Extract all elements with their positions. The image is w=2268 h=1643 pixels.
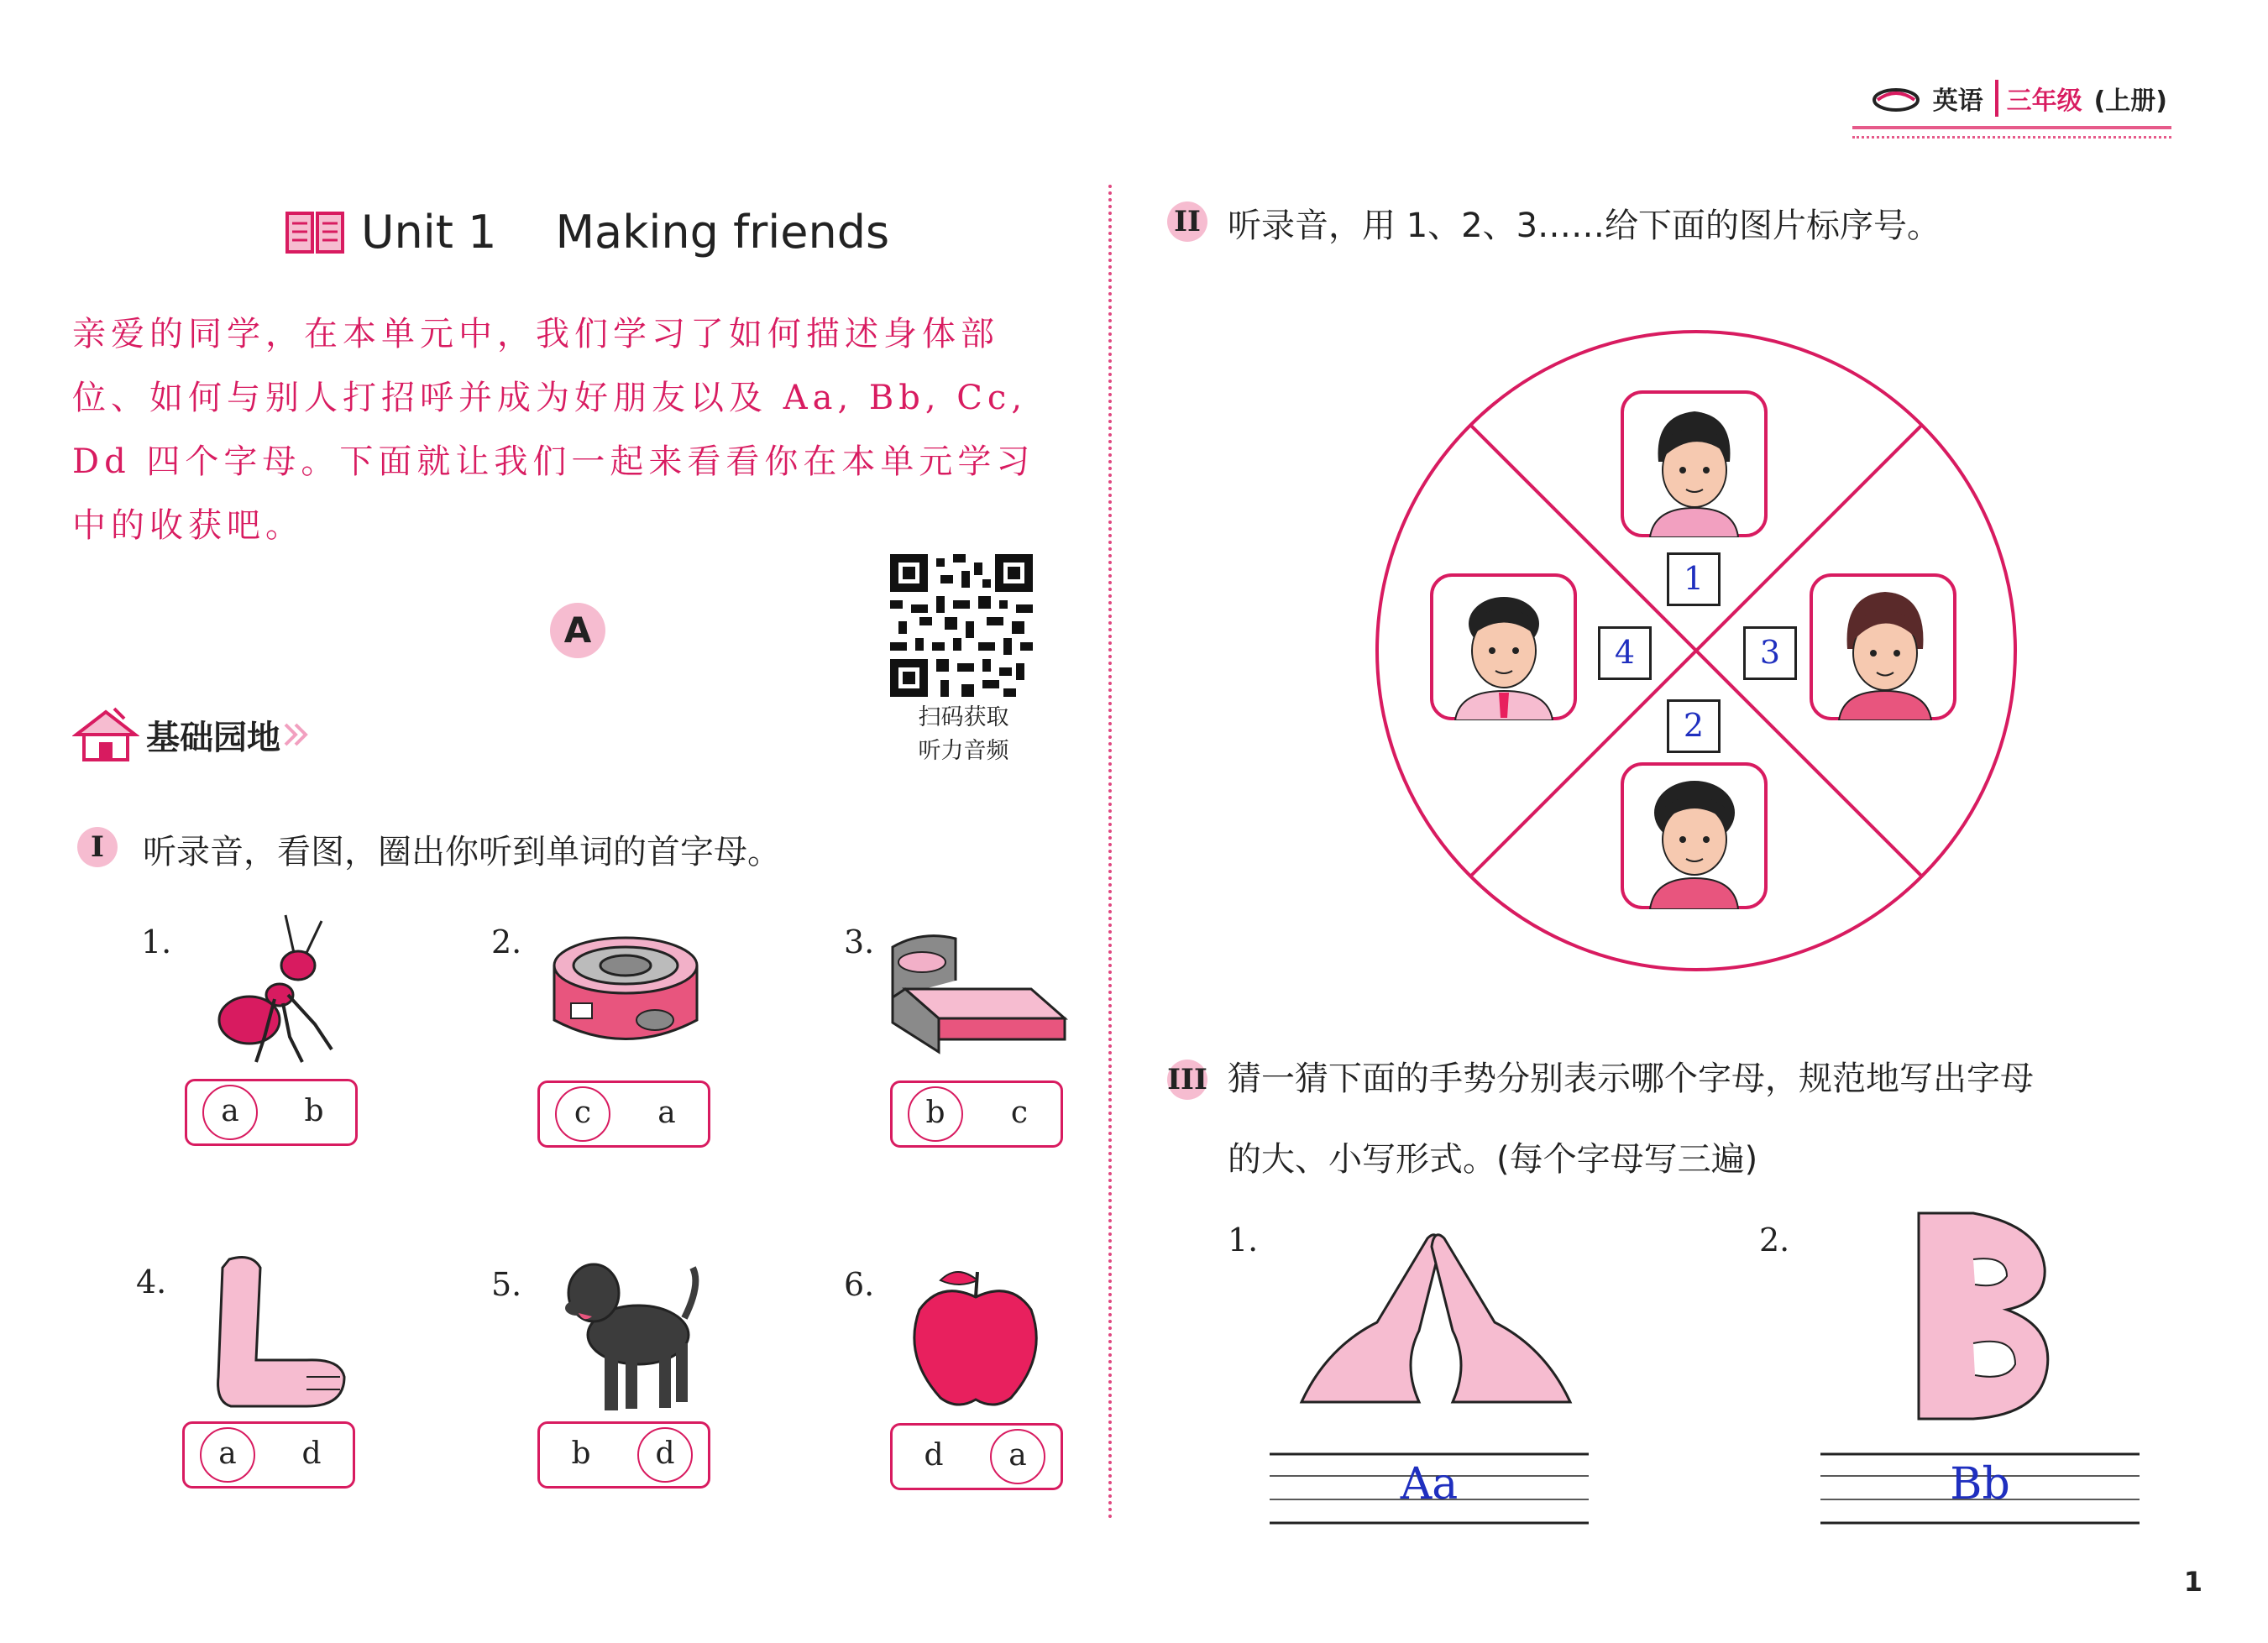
arm-picture <box>206 1251 348 1410</box>
answer-aa[interactable]: Aa <box>1400 1459 1459 1510</box>
book-icon <box>285 210 344 256</box>
subject-label: 英语 <box>1932 86 1983 116</box>
question-1-text: 听录音，看图，圈出你听到单词的首字母。 <box>143 833 781 871</box>
section-jichu-header <box>72 705 314 764</box>
qr-caption-line2: 听力音频 <box>918 738 1009 764</box>
can-picture <box>550 932 701 1058</box>
label-box-left[interactable]: 4 <box>1598 626 1652 680</box>
item-6-number: 6. <box>844 1266 875 1303</box>
item-4-number: 4. <box>136 1264 167 1300</box>
hand-gesture-b-picture <box>1914 1209 2057 1427</box>
label-box-right[interactable]: 3 <box>1743 626 1797 680</box>
qr-code-icon[interactable] <box>890 554 1033 697</box>
option-b-circled[interactable]: b <box>908 1086 963 1142</box>
item-2-number: 2. <box>491 924 522 960</box>
option-a[interactable]: a <box>657 1096 676 1130</box>
option-d-circled[interactable]: d <box>637 1427 693 1483</box>
question-2-number: II <box>1167 201 1207 242</box>
item-6-options <box>890 1423 1063 1490</box>
gesture-2-number: 2. <box>1759 1222 1790 1258</box>
label-box-top[interactable]: 1 <box>1667 552 1721 606</box>
qr-caption-line1: 扫码获取 <box>918 704 1009 730</box>
option-d[interactable]: d <box>301 1436 322 1471</box>
unit-name: Making friends <box>555 206 890 259</box>
option-b[interactable]: b <box>304 1094 324 1128</box>
hand-gesture-a-picture <box>1293 1222 1579 1406</box>
item-3-options <box>890 1081 1063 1148</box>
page-divider <box>1108 185 1112 1520</box>
question-2-text: 听录音，用 1、2、3……给下面的图片标序号。 <box>1228 207 1941 245</box>
header-underline <box>1852 126 2171 139</box>
unit-title <box>361 206 889 259</box>
section-jichu-label: 基础园地 <box>146 718 280 757</box>
dog-picture <box>558 1251 701 1415</box>
option-c-circled[interactable]: c <box>555 1086 610 1142</box>
question-3-line2: 的大、小写形式。(每个字母写三遍) <box>1228 1140 1758 1179</box>
house-icon <box>72 705 139 764</box>
unit-label: Unit 1 <box>361 206 497 259</box>
item-5-options <box>537 1421 710 1489</box>
grade-label: 三年级 <box>1995 80 2082 117</box>
ant-picture <box>214 911 340 1066</box>
item-3-number: 3. <box>844 924 875 960</box>
question-1-number: I <box>77 827 118 867</box>
girl-ponytail-portrait <box>1810 573 1956 720</box>
volume-label: (上册) <box>2093 86 2167 116</box>
option-d[interactable]: d <box>924 1438 944 1473</box>
section-a-badge: A <box>550 603 605 658</box>
boy-tie-portrait <box>1430 573 1577 720</box>
item-1-number: 1. <box>141 924 172 960</box>
option-a-circled[interactable]: a <box>200 1427 255 1483</box>
item-5-number: 5. <box>491 1266 522 1303</box>
apple-picture <box>907 1264 1045 1410</box>
option-a-circled[interactable]: a <box>202 1085 258 1140</box>
option-a-circled[interactable]: a <box>990 1429 1045 1484</box>
question-3-number: III <box>1167 1060 1207 1100</box>
book-logo-icon <box>1871 83 1921 113</box>
item-4-options <box>182 1421 355 1489</box>
bed-picture <box>888 930 1069 1056</box>
girl-pigtails-portrait <box>1621 390 1768 537</box>
label-box-bottom[interactable]: 2 <box>1667 699 1721 753</box>
option-c[interactable]: c <box>1010 1096 1029 1130</box>
qr-caption <box>890 701 1037 768</box>
question-3-text <box>1228 1039 2268 1200</box>
question-3-line1: 猜一猜下面的手势分别表示哪个字母，规范地写出字母 <box>1228 1060 2034 1098</box>
chevrons-icon <box>280 718 314 751</box>
option-b[interactable]: b <box>571 1436 591 1471</box>
item-2-options <box>537 1081 710 1148</box>
answer-bb[interactable]: Bb <box>1950 1459 2010 1510</box>
gesture-1-number: 1. <box>1228 1222 1259 1258</box>
boy-curly-portrait <box>1621 762 1768 909</box>
page-header <box>1871 80 2167 117</box>
page-number: 1 <box>2183 1566 2203 1598</box>
item-1-options <box>185 1079 358 1146</box>
intro-paragraph: 亲爱的同学，在本单元中，我们学习了如何描述身体部位、如何与别人打招呼并成为好朋友以及 Aa, Bb, Cc, Dd 四个字母。下面就让我们一起来看看你在本单元学习中的收获吧。 <box>72 315 1035 545</box>
